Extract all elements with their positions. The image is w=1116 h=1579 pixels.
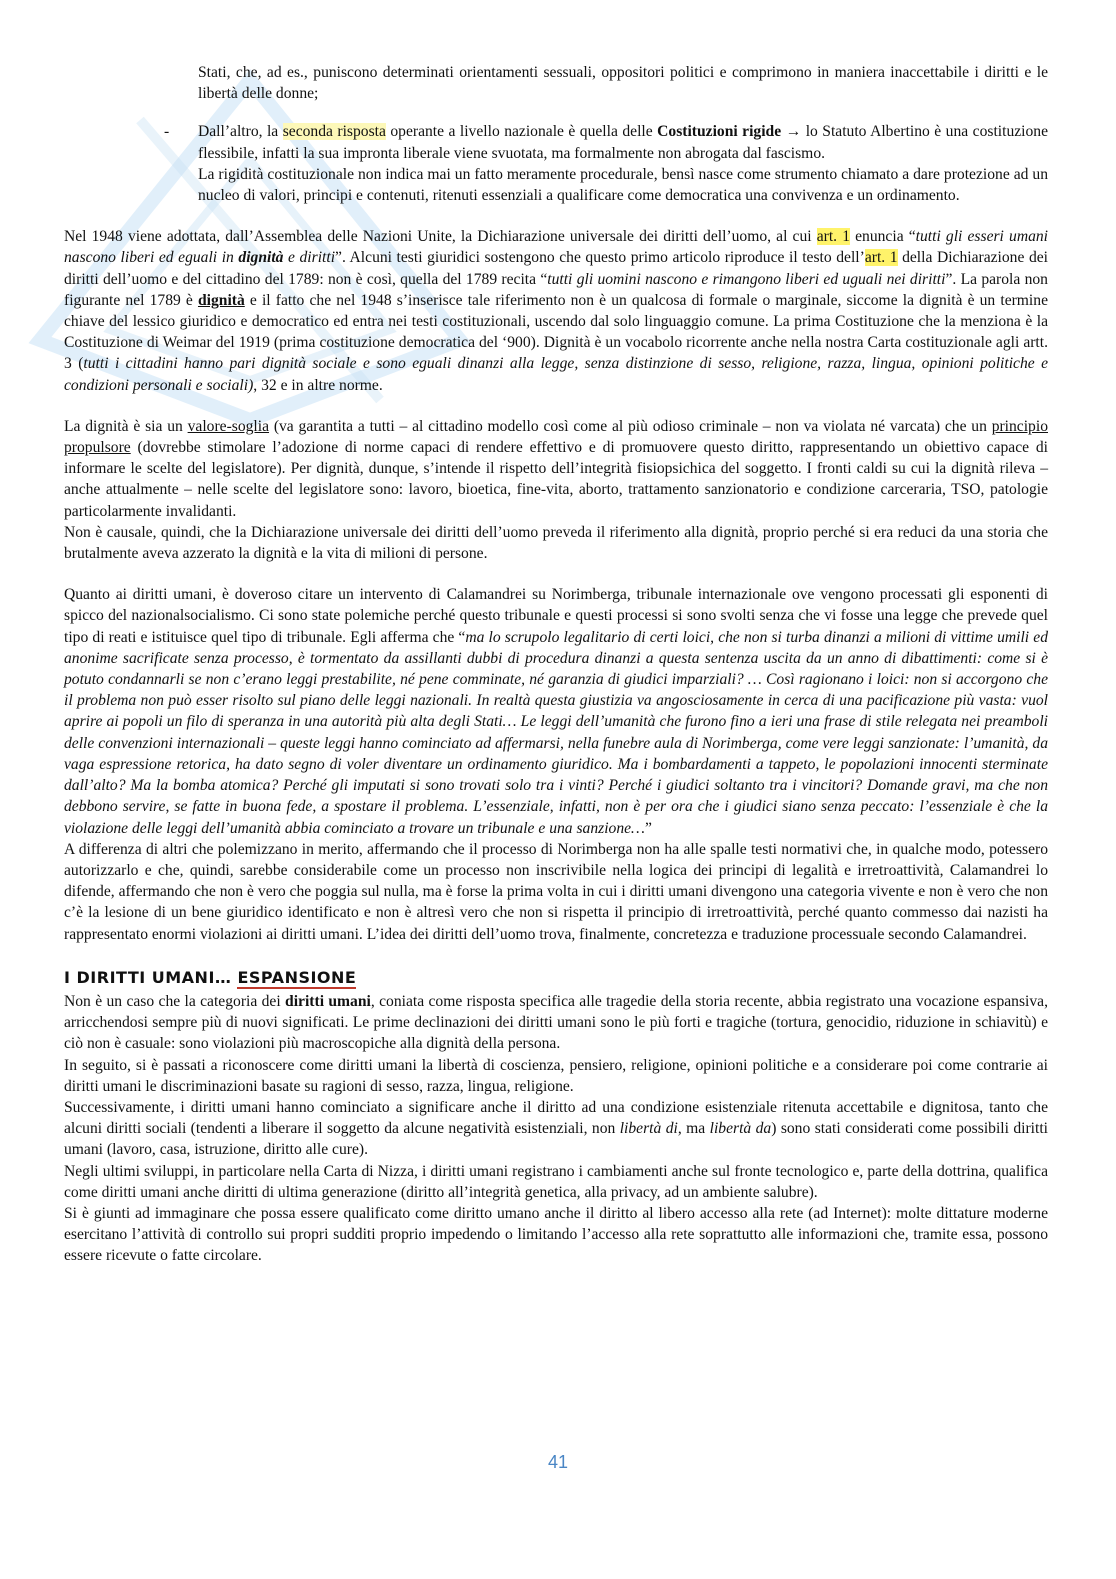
bullet-text: Dall’altro, la seconda risposta operante a livello nazionale è quella delle Costituzioni rigide → lo Statuto Albertino è una costituzione flessibile, infatti la sua impronta liberale viene svuotata, ma formalmente non abrogata dal fascismo.: [198, 123, 1049, 162]
paragraph-norimberga: A differenza di altri che polemizzano in merito, affermando che il processo di Norimberga non ha alle spalle testi normativi che, in qualche modo, potessero autorizzarlo e che, quindi, sarebbe considerabile come un processo non inscrivibile nella logica dei principi di legalità e irretroattività, Calamandrei lo difende, affermando che non è vero che poggia sul nulla, ma è forse la prima volta in cui i diritti umani divengono una categoria vivente e non è vero che non c’è la lesione di un bene giuridico identificato e non è altresì vero che non si rispetta il principio di irretroattività, perché quanto commesso dai nazisti ha rappresentato enormi violazioni ai diritti umani. L’idea dei diritti dell’uomo trova, finalmente, concretezza e traduzione processuale secondo Calamandrei.: [64, 840, 1048, 943]
highlight-art-1-b: art. 1: [864, 249, 898, 267]
calamandrei-quote: ma lo scrupolo legalitario di certi loici, che non si turba dinanzi a milioni di vittime umili ed anonime sacrificate senza processo, è tormentato da assillanti dubbi di procedura dinanzi a questa sentenza uscita da un anno di dibattimenti: come si è potuto condannarli se non c’erano leggi prestabilite, né pene comminate, né garanzia di giudici imparziali? … Così ragionano i loici: non si accorgono che il problema non può esser risolto sul piano delle leggi nazionali. In realtà questa giustizia va angosciosamente in cerca di una pacificazione più vasta: vuol aprire ai popoli un filo di speranza in una autorità più alta degli Stati… Le leggi dell’umanità che furono fino a ieri una frase di stile relegata nei preamboli delle convenzioni internazionali – queste leggi hanno cominciato ad affermarsi, nella funebre aula di Norimberga, come vere leggi sanzionate: l’umanità, da vaga espressione retorica, ha dato segno di voler diventare un ordinamento giuridico. Ma i bombardamenti a tappeto, le popolazioni innocenti sterminate dall’alto? Ma la bomba atomica? Perché gli imputati si sono trovati solo tra i vinti? Perché i giudici soltanto tra i vincitori? Domande gravi, ma che non debbono servire, se fatte in buona fede, a spostare il problema. L’essenziale, infatti, non è per ora che i giudici siano senza peccato: l’essenziale è che la violazione delle leggi dell’umanità abbia cominciato a trovare un tribunale e una sanzione…: [64, 628, 1048, 837]
paragraph-intro: Stati, che, ad es., puniscono determinati orientamenti sessuali, oppositori politici e comprimono in maniera inaccettabile i diritti e le libertà delle donne;: [198, 64, 1048, 103]
document-body: [64, 62, 1048, 1267]
bullet-text-rigidita: La rigidità costituzionale non indica mai un fatto meramente procedurale, bensì nasce come strumento chiamato a dare protezione ad un nucleo di valori, principi e contenuti, ritenuti essenziali a qualificare come democratica una convivenza e un ordinamento.: [198, 165, 1048, 205]
bullet-item: [64, 121, 1048, 206]
highlight-art-1: art. 1: [816, 228, 850, 246]
paragraph-espansione-2: In seguito, si è passati a riconoscere come diritti umani la libertà di coscienza, pensiero, religione, opinioni politiche e a considerare poi come contrarie ai diritti umani le discriminazioni basate su ragioni di sesso, razza, lingua, religione.: [64, 1056, 1048, 1095]
dignita-underlined: dignità: [197, 291, 245, 309]
bullet-dash: -: [164, 123, 170, 141]
paragraph-dignita-2: Non è causale, quindi, che la Dichiarazione universale dei diritti dell’uomo preveda il riferimento alla dignità, proprio perché si era reduci da una storia che brutalmente aveva azzerato la dignità e la vita di milioni di persone.: [64, 523, 1048, 563]
paragraph-espansione-1: Non è un caso che la categoria dei diritti umani, coniata come risposta specifica alle tragedie della storia recente, abbia registrato una vocazione espansiva, arricchendosi sempre più di nuovi significati. Le prime declinazioni dei diritti umani sono le più forti e tragiche (tortura, genocidio, riduzione in schiavitù) e ciò non è casuale: sono violazioni più macroscopiche alla dignità della persona.: [64, 992, 1048, 1053]
highlight-seconda-risposta: seconda risposta: [282, 123, 386, 141]
principio-propulsore-underlined: principio propulsore: [64, 417, 1048, 457]
paragraph-espansione-4: Negli ultimi sviluppi, in particolare nella Carta di Nizza, i diritti umani registrano i cambiamenti anche sul fronte tecnologico e, parte della dottrina, qualifica come diritti umani anche diritti di ultima generazione (diritto all’integrità genetica, alla privacy, ad un ambiente salubre).: [64, 1162, 1048, 1201]
paragraph-dignita: La dignità è sia un valore-soglia (va garantita a tutti – al cittadino modello così come al più odioso criminale – non va violata né varcata) che un principio propulsore (dovrebbe stimolare l’adozione di norme capaci di rendere effettivo e di promuovere questo diritto, rappresentando un obiettivo capace di informare le scelte del legislatore). Per dignità, dunque, s’intende il rispetto dell’integrità fisiopsichica del soggetto. I fronti caldi su cui la dignità rileva – anche attualmente – nelle scelte del legislatore sono: lavoro, bioetica, fine-vita, aborto, trattamento sanzionatorio e condizione carceraria, TSO, patologie particolarmente invalidanti.: [64, 417, 1048, 520]
costituzioni-rigide-bold: Costituzioni rigide: [657, 123, 782, 141]
paragraph-dichiarazione: Nel 1948 viene adottata, dall’Assemblea delle Nazioni Unite, la Dichiarazione universale dei diritti dell’uomo, al cui art. 1 enuncia “tutti gli esseri umani nascono liberi ed eguali in dignità e diritti”. Alcuni testi giuridici sostengono che questo primo articolo riproduce il testo dell’art. 1 della Dichiarazione dei diritti dell’uomo e del cittadino del 1789: non è così, quella del 1789 recita “tutti gli uomini nascono e rimangono liberi ed uguali nei diritti”. La parola non figurante nel 1789 è dignità e il fatto che nel 1948 s’inserisce tale riferimento non è un qualcosa di formale o marginale, siccome la dignità è un termine chiave del lessico giuridico e democratico ed entra nei testi costituzionali, uscendo dal solo linguaggio comune. La prima Costituzione che la menziona è la Costituzione di Weimar del 1919 (prima costituzione democratica del ‘900). Dignità è un vocabolo ricorrente anche nella nostra Carta costituzionale agli artt. 3 (tutti i cittadini hanno pari dignità sociale e sono eguali dinanzi alla legge, senza distinzione di sesso, religione, razza, lingua, opinioni politiche e condizioni personali e sociali), 32 e in altre norme.: [64, 228, 1049, 394]
diritti-umani-bold: diritti umani: [285, 992, 371, 1010]
arrow-icon: →: [781, 123, 806, 141]
section-heading: I DIRITTI UMANI… ESPANSIONE: [64, 967, 357, 987]
valore-soglia-underlined: valore-soglia: [187, 417, 270, 435]
paragraph-espansione-3: Successivamente, i diritti umani hanno cominciato a significare anche il diritto ad una condizione esistenziale ritenuta accettabile e dignitosa, tanto che alcuni diritti sociali (tendenti a liberare il soggetto da alcune negatività esistenziali, non libertà di, ma libertà da) sono stati considerati come possibili diritti umani (lavoro, casa, istruzione, diritto alle cure).: [64, 1098, 1049, 1159]
dignita-bold-italic: dignità: [238, 249, 284, 267]
page-number: 41: [547, 1452, 569, 1472]
paragraph-calamandrei: Quanto ai diritti umani, è doveroso citare un intervento di Calamandrei su Norimberga, tribunale internazionale ove vengono processati gli esponenti di spicco del nazionalsocialismo. Ci sono state polemiche perché questo tribunale e questi processi si sono svolti senza che vi fosse una legge che prevede quel tipo di reati e istituisce quel tipo di tribunale. Egli afferma che “ma lo scrupolo legalitario di certi loici, che non si turba dinanzi a milioni di vittime umili ed anonime sacrificate senza processo, è tormentato da assillanti dubbi di procedura dinanzi a questa sentenza uscita da un anno di dibattimenti: come si è potuto condannarli se non c’erano leggi prestabilite, né pene comminate, né garanzia di giudici imparziali? … Così ragionano i loici: non si accorgono che il problema non può esser risolto sul piano delle leggi nazionali. In realtà questa giustizia va angosciosamente in cerca di una pacificazione più vasta: vuol aprire ai popoli un filo di speranza in una autorità più alta degli Stati… Le leggi dell’umanità che furono fino a ieri una frase di stile relegata nei preamboli delle convenzioni internazionali – queste leggi hanno cominciato ad affermarsi, nella funebre aula di Norimberga, come vere leggi sanzionate: l’umanità, da vaga espressione retorica, ha dato segno di voler diventare un ordinamento giuridico. Ma i bombardamenti a tappeto, le popolazioni innocenti sterminate dall’alto? Ma la bomba atomica? Perché gli imputati si sono trovati solo tra i vinti? Perché i giudici soltanto tra i vincitori? Domande gravi, ma che non debbono servire, se fatte in buona fede, a spostare il problema. L’essenziale, infatti, non è per ora che i giudici siano senza peccato: l’essenziale è che la violazione delle leggi dell’umanità abbia cominciato a trovare un tribunale e una sanzione…”: [64, 586, 1048, 837]
paragraph-espansione-5: Si è giunti ad immaginare che possa essere qualificato come diritto umano anche il diritto al libero accesso alla rete (ad Internet): molte dittature moderne esercitano l’attività di controllo sui propri sudditi proprio impedendo o limitando l’accesso alla rete soprattutto alle informazioni che, tramite essa, possono essere ricevute o fatte circolare.: [64, 1204, 1048, 1265]
